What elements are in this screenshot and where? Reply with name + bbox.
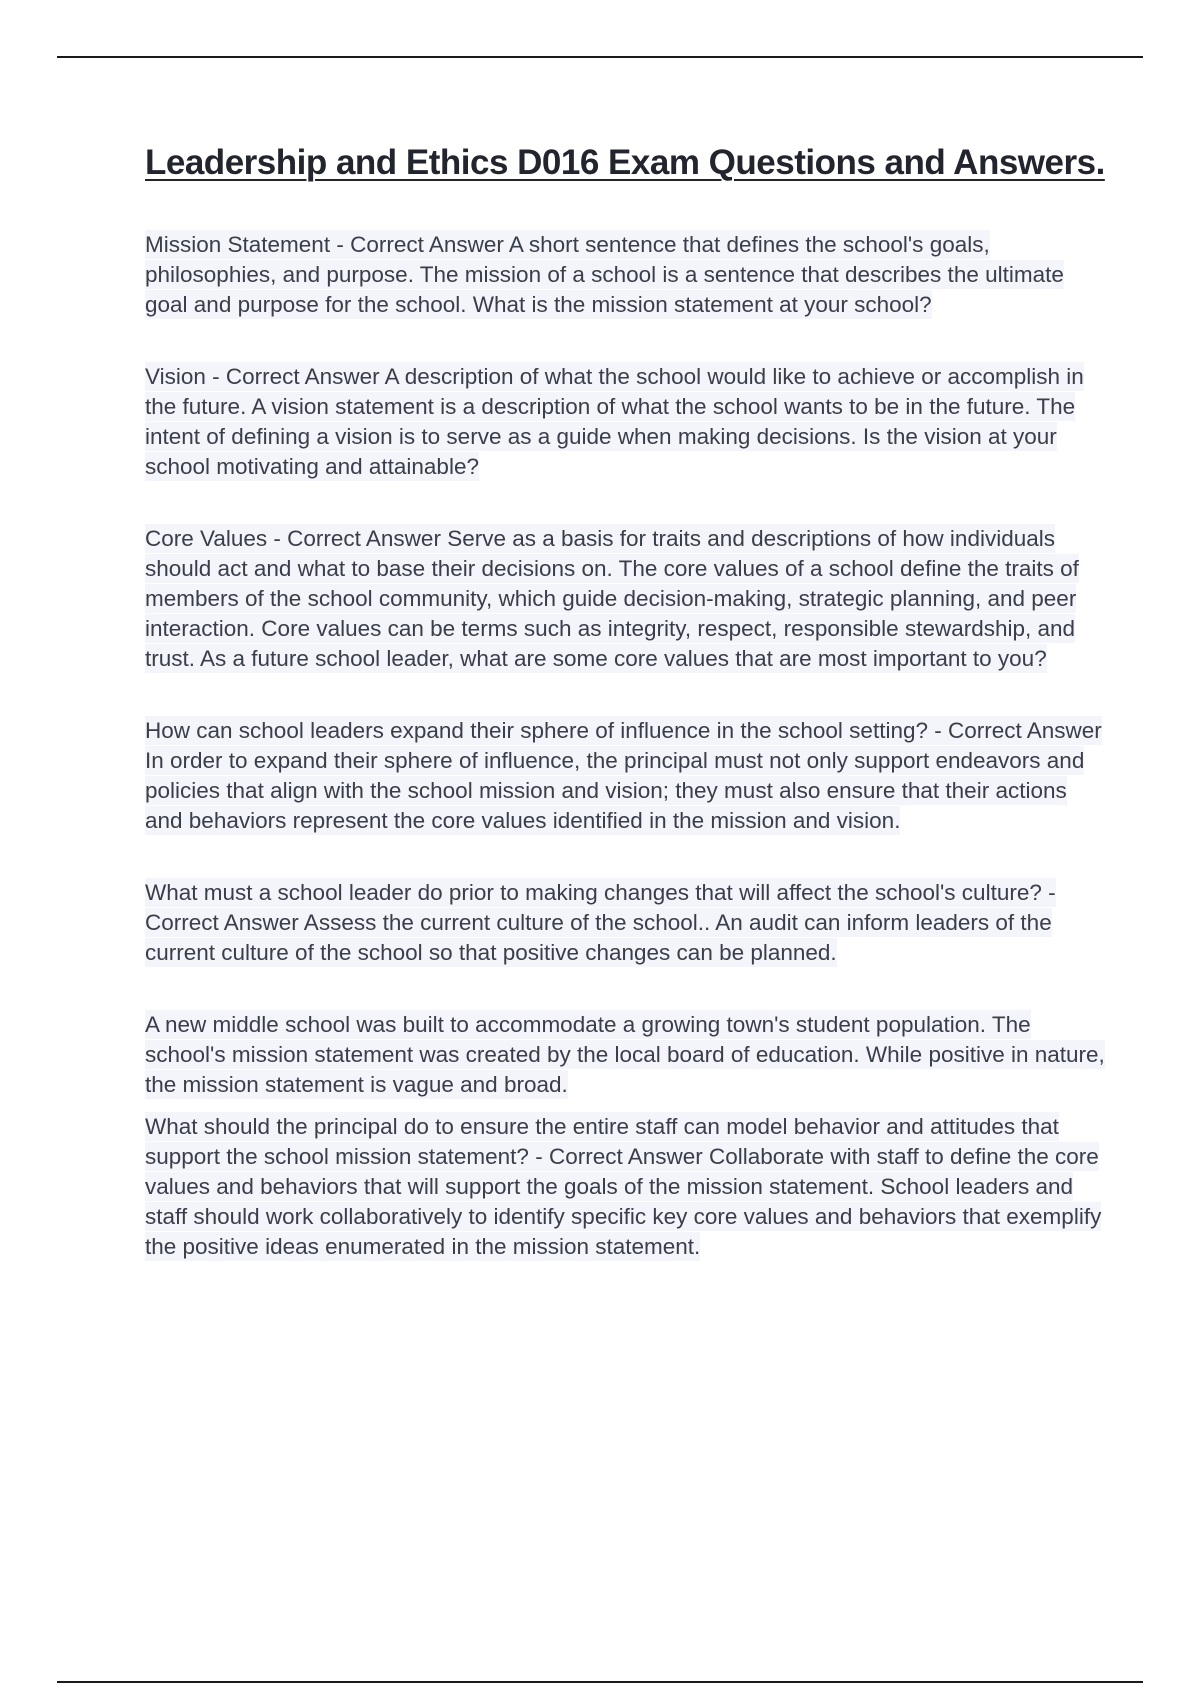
qa-entry-text: Mission Statement - Correct Answer A short sentence that defines the school's goals, philosophies, and purpose. The mission of a school is a sentence that describes the ultimate goal and purpose for the school. What is the mission statement at your school? xyxy=(145,232,1064,317)
qa-entry-core-values xyxy=(145,524,1105,674)
qa-entry-text: How can school leaders expand their sphere of influence in the school setting? - Correct Answer In order to expand their sphere of influence, the principal must not only support endeavors and policies that align with the school mission and vision; they must also ensure that their actions and behaviors represent the core values identified in the mission and vision. xyxy=(145,718,1102,833)
document-title: Leadership and Ethics D016 Exam Questions and Answers. xyxy=(145,143,1105,182)
qa-entry-text: What must a school leader do prior to making changes that will affect the school's culture? - Correct Answer Assess the current culture of the school.. An audit can inform leaders of the current culture of the school so that positive changes can be planned. xyxy=(145,880,1056,965)
qa-entry-school-culture xyxy=(145,878,1105,968)
scenario-paragraph xyxy=(145,1010,1105,1100)
document-body xyxy=(145,140,1105,1304)
qa-entry-sphere-of-influence xyxy=(145,716,1105,836)
qa-entry-text: Vision - Correct Answer A description of what the school would like to achieve or accomplish in the future. A vision statement is a description of what the school wants to be in the future. The intent of defining a vision is to serve as a guide when making decisions. Is the vision at your school motivating and attainable? xyxy=(145,364,1084,479)
qa-entry-mission-behavior xyxy=(145,1112,1105,1262)
qa-entry-text: Core Values - Correct Answer Serve as a basis for traits and descriptions of how individuals should act and what to base their decisions on. The core values of a school define the traits of members of the school community, which guide decision-making, strategic planning, and peer interaction. Core values can be terms such as integrity, respect, responsible stewardship, and trust. As a future school leader, what are some core values that are most important to you? xyxy=(145,526,1079,671)
qa-entry-mission-statement xyxy=(145,230,1105,320)
page-top-rule xyxy=(57,56,1143,58)
qa-entry-vision xyxy=(145,362,1105,482)
qa-entry-text: What should the principal do to ensure the entire staff can model behavior and attitudes that support the school mission statement? - Correct Answer Collaborate with staff to define the core values and behaviors that will support the goals of the mission statement. School leaders and staff should work collaboratively to identify specific key core values and behaviors that exemplify the positive ideas enumerated in the mission statement. xyxy=(145,1114,1102,1259)
scenario-text: A new middle school was built to accommodate a growing town's student population. The school's mission statement was created by the local board of education. While positive in nature, the mission statement is vague and broad. xyxy=(145,1012,1105,1097)
page-bottom-rule xyxy=(57,1681,1143,1683)
